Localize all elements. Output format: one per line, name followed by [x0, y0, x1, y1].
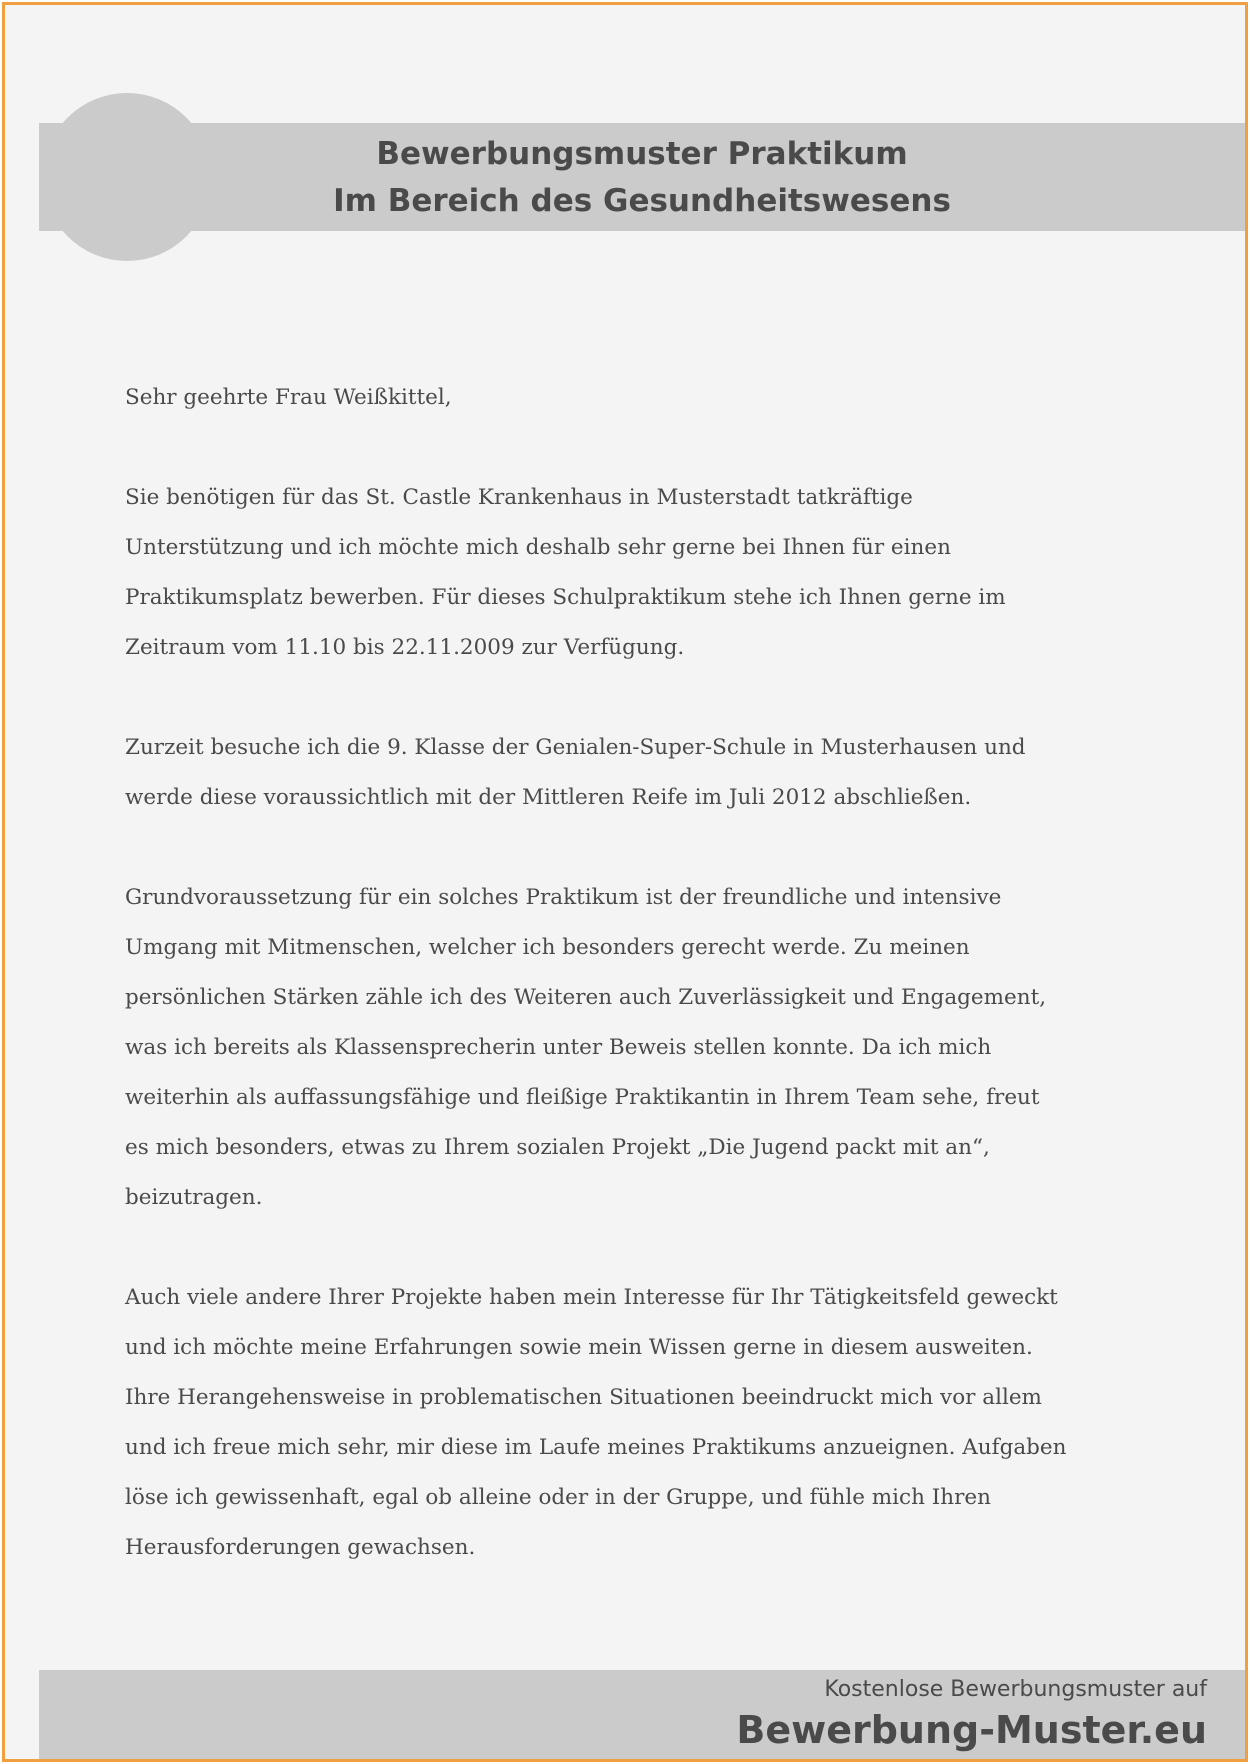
title-line-2: Im Bereich des Gesundheitswesens	[333, 183, 951, 219]
paragraph-2	[125, 723, 1165, 823]
salutation: Sehr geehrte Frau Weißkittel,	[125, 385, 452, 410]
text-line: es mich besonders, etwas zu Ihrem sozialen Projekt „Die Jugend packt mit an“,	[125, 1135, 990, 1160]
footer-site-name: Bewerbung-Muster.eu	[736, 1708, 1207, 1752]
paragraph-3	[125, 873, 1165, 1223]
text-line: Praktikumsplatz bewerben. Für dieses Schulpraktikum stehe ich Ihnen gerne im	[125, 585, 1006, 610]
paragraph-4	[125, 1273, 1165, 1573]
text-line: und ich freue mich sehr, mir diese im Laufe meines Praktikums anzueignen. Aufgaben	[125, 1435, 1067, 1460]
footer-tagline: Kostenlose Bewerbungsmuster auf	[824, 1677, 1207, 1702]
text-line: Sie benötigen für das St. Castle Krankenhaus in Musterstadt tatkräftige	[125, 485, 913, 510]
document-title	[39, 131, 1245, 225]
text-line: Unterstützung und ich möchte mich deshalb sehr gerne bei Ihnen für einen	[125, 535, 951, 560]
text-line: werde diese voraussichtlich mit der Mittleren Reife im Juli 2012 abschließen.	[125, 785, 972, 810]
text-line: Auch viele andere Ihrer Projekte haben mein Interesse für Ihr Tätigkeitsfeld geweckt	[125, 1285, 1058, 1310]
paragraph-1	[125, 473, 1165, 673]
text-line: löse ich gewissenhaft, egal ob alleine oder in der Gruppe, und fühle mich Ihren	[125, 1485, 991, 1510]
text-line: und ich möchte meine Erfahrungen sowie mein Wissen gerne in diesem ausweiten.	[125, 1335, 1033, 1360]
letter-body	[125, 373, 1165, 1623]
document-page	[2, 2, 1248, 1762]
text-line: Zurzeit besuche ich die 9. Klasse der Genialen-Super-Schule in Musterhausen und	[125, 735, 1026, 760]
text-line: persönlichen Stärken zähle ich des Weiteren auch Zuverlässigkeit und Engagement,	[125, 985, 1047, 1010]
text-line: was ich bereits als Klassensprecherin unter Beweis stellen konnte. Da ich mich	[125, 1035, 992, 1060]
text-line: Herausforderungen gewachsen.	[125, 1535, 476, 1560]
text-line: Grundvoraussetzung für ein solches Praktikum ist der freundliche und intensive	[125, 885, 1002, 910]
text-line: Zeitraum vom 11.10 bis 22.11.2009 zur Verfügung.	[125, 635, 685, 660]
title-line-1: Bewerbungsmuster Praktikum	[376, 136, 908, 172]
text-line: Ihre Herangehensweise in problematischen Situationen beeindruckt mich vor allem	[125, 1385, 1042, 1410]
text-line: Umgang mit Mitmenschen, welcher ich besonders gerecht werde. Zu meinen	[125, 935, 970, 960]
text-line: beizutragen.	[125, 1185, 263, 1210]
text-line: weiterhin als auffassungsfähige und fleißige Praktikantin in Ihrem Team sehe, freut	[125, 1085, 1040, 1110]
